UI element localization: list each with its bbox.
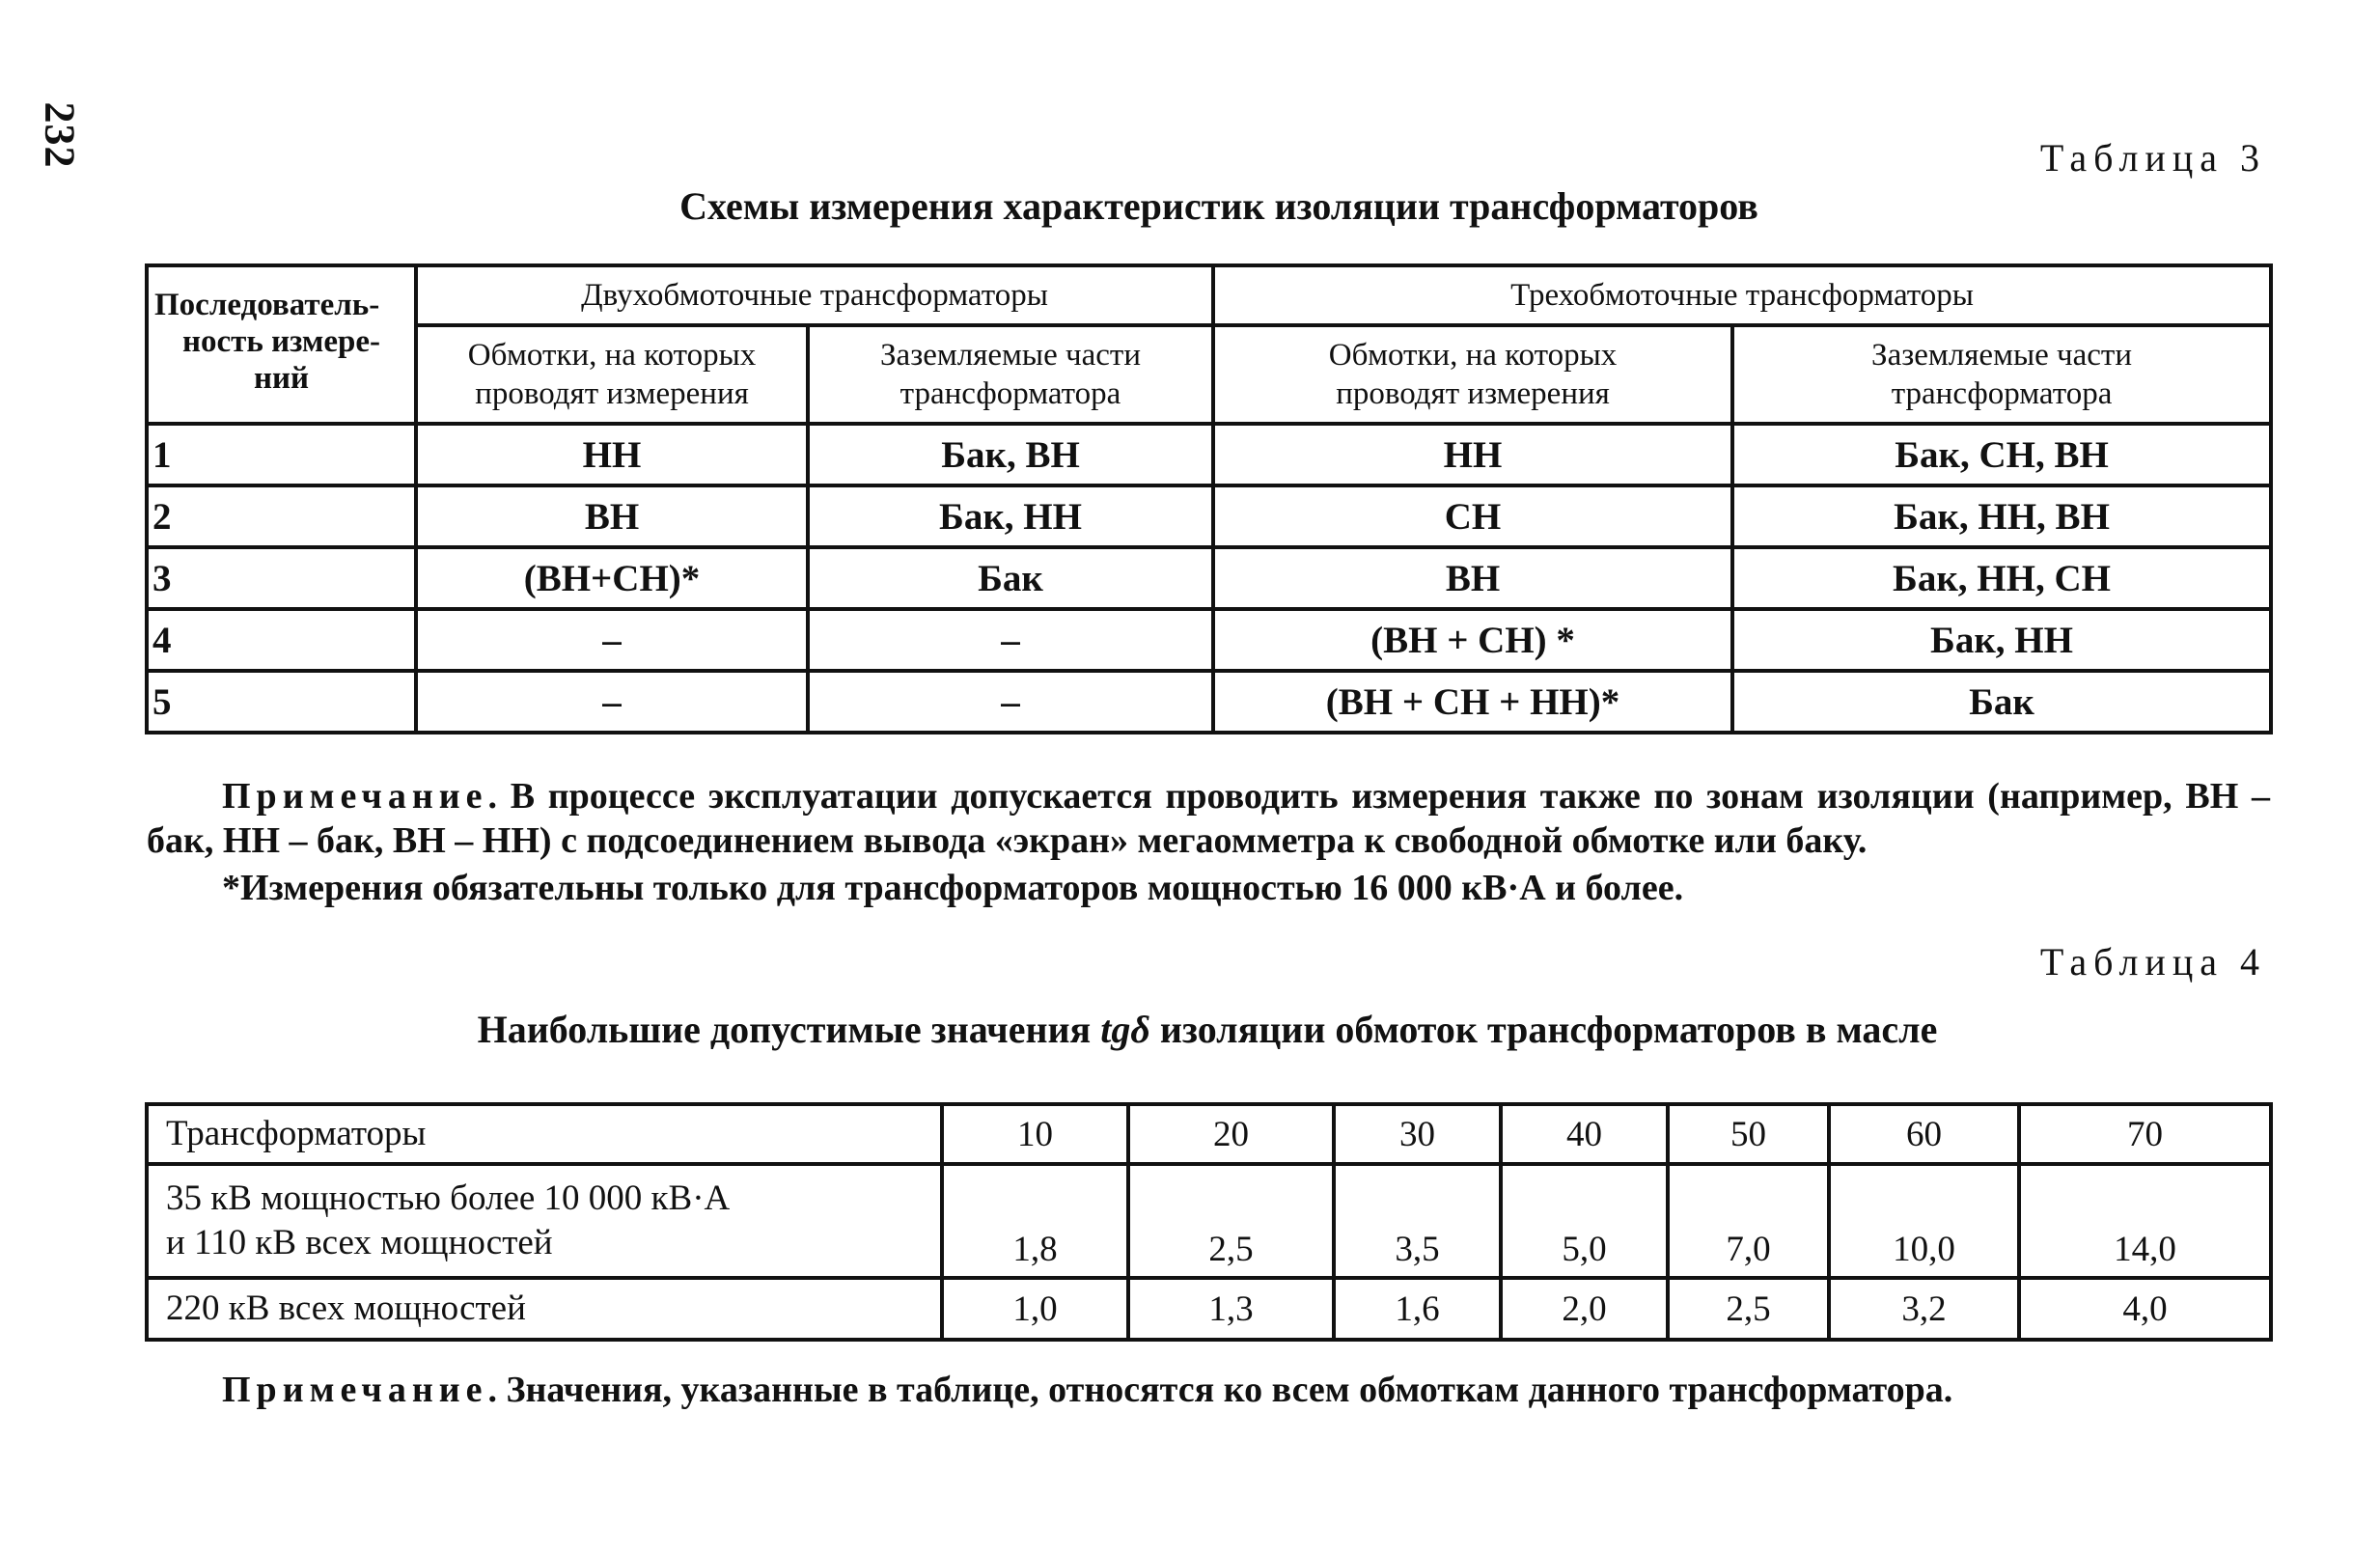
title-part: Наибольшие допустимые значения xyxy=(477,1008,1101,1051)
table-cell: СН xyxy=(1213,485,1732,547)
temperature-header: 30 xyxy=(1334,1104,1501,1164)
temperature-header: 20 xyxy=(1128,1104,1334,1164)
table-cell: ВН xyxy=(416,485,808,547)
temperature-header: 10 xyxy=(942,1104,1128,1164)
table-cell: НН xyxy=(416,424,808,485)
table3-group-two: Двухобмоточные трансформаторы xyxy=(416,265,1213,325)
name-line: 35 кВ мощностью более 10 000 кВ·А xyxy=(166,1178,731,1218)
header-line: Обмотки, на которых xyxy=(1328,338,1618,373)
header-line: проводят измерения xyxy=(1336,376,1610,411)
table4 xyxy=(145,1102,2273,1342)
seq-header-line: ность измере- xyxy=(182,324,380,359)
table-cell: ВН xyxy=(1213,547,1732,609)
page-number: 232 xyxy=(36,101,84,169)
table-cell: 1,6 xyxy=(1334,1278,1501,1340)
table-row xyxy=(147,424,2271,485)
table-row xyxy=(147,547,2271,609)
temperature-header: 40 xyxy=(1501,1104,1668,1164)
table-cell: 10,0 xyxy=(1829,1164,2019,1278)
table-cell: Бак, НН, ВН xyxy=(1732,485,2271,547)
table-cell: 1 xyxy=(147,424,416,485)
table-cell: Бак xyxy=(808,547,1213,609)
transformer-name xyxy=(147,1164,942,1278)
table-cell: Бак, СН, ВН xyxy=(1732,424,2271,485)
note-text: . В процессе эксплуатации допускается проводить измерения также по зонам изоляции (например, ВН – бак, НН – бак, ВН – НН) с подсоединением вывода «экран» мегаомметра к свободной обмотке или баку. xyxy=(147,776,2270,861)
temperature-header: 60 xyxy=(1829,1104,2019,1164)
table3-footnote: *Измерения обязательны только для трансформаторов мощностью 16 000 кВ·А и более. xyxy=(222,868,1684,908)
table-cell: 2,5 xyxy=(1128,1164,1334,1278)
table4-label: Таблица 4 xyxy=(2039,940,2266,984)
table-cell: Бак, НН xyxy=(808,485,1213,547)
table4-title xyxy=(0,1007,2380,1052)
header-line: Заземляемые части xyxy=(1871,338,2132,373)
table-cell: 4 xyxy=(147,609,416,671)
table3-note xyxy=(147,774,2270,863)
header-line: проводят измерения xyxy=(475,376,749,411)
table-cell: Бак xyxy=(1732,671,2271,733)
table-cell: 1,8 xyxy=(942,1164,1128,1278)
table-row xyxy=(147,485,2271,547)
table3-label: Таблица 3 xyxy=(2039,136,2266,180)
table-cell: Бак, ВН xyxy=(808,424,1213,485)
table-row xyxy=(147,671,2271,733)
table-cell: Бак, НН, СН xyxy=(1732,547,2271,609)
temperature-header: 70 xyxy=(2019,1104,2271,1164)
title-part: изоляции обмоток трансформаторов в масле xyxy=(1149,1008,1938,1051)
table3-seq-header xyxy=(147,265,416,424)
table-cell: 7,0 xyxy=(1668,1164,1829,1278)
table3-sub-grounded xyxy=(1732,325,2271,424)
table3-title: Схемы измерения характеристик изоляции трансформаторов xyxy=(679,184,1758,228)
table-cell: – xyxy=(416,671,808,733)
table-cell: – xyxy=(808,609,1213,671)
table-row xyxy=(147,1164,2271,1278)
note-lead: Примечание xyxy=(222,776,488,817)
table3 xyxy=(145,263,2273,734)
table-cell: 3,2 xyxy=(1829,1278,2019,1340)
tg-delta-symbol: tgδ xyxy=(1100,1008,1150,1051)
table-cell: 5,0 xyxy=(1501,1164,1668,1278)
table-cell: – xyxy=(808,671,1213,733)
temperature-header: 50 xyxy=(1668,1104,1829,1164)
note-text: . Значения, указанные в таблице, относятся ко всем обмоткам данного трансформатора. xyxy=(487,1370,1953,1410)
header-line: трансформатора xyxy=(1891,376,2113,411)
header-line: Обмотки, на которых xyxy=(467,338,757,373)
seq-header-line: Последователь- xyxy=(154,288,380,322)
table3-group-three: Трехобмоточные трансформаторы xyxy=(1213,265,2271,325)
table-cell: (ВН+СН)* xyxy=(416,547,808,609)
table-cell: 4,0 xyxy=(2019,1278,2271,1340)
table4-header-name: Трансформаторы xyxy=(147,1104,942,1164)
header-line: Заземляемые части xyxy=(880,338,1141,373)
table-row xyxy=(147,1278,2271,1340)
table-row xyxy=(147,609,2271,671)
transformer-name: 220 кВ всех мощностей xyxy=(147,1278,942,1340)
table3-sub-windings xyxy=(416,325,808,424)
table-cell: 1,3 xyxy=(1128,1278,1334,1340)
table-cell: 1,0 xyxy=(942,1278,1128,1340)
name-line: и 110 кВ всех мощностей xyxy=(166,1223,553,1262)
table-cell: 5 xyxy=(147,671,416,733)
table3-sub-grounded xyxy=(808,325,1213,424)
table3-sub-windings xyxy=(1213,325,1732,424)
table4-header-row xyxy=(147,1104,2271,1164)
seq-header-line: ний xyxy=(253,361,310,396)
table3-header-row xyxy=(147,265,2271,325)
table-cell: 14,0 xyxy=(2019,1164,2271,1278)
table-cell: (ВН + СН) * xyxy=(1213,609,1732,671)
note-lead: Примечание xyxy=(222,1370,488,1410)
table-cell: (ВН + СН + НН)* xyxy=(1213,671,1732,733)
table-cell: 3,5 xyxy=(1334,1164,1501,1278)
header-line: трансформатора xyxy=(899,376,1121,411)
table4-note xyxy=(222,1369,1952,1411)
table-cell: 2,0 xyxy=(1501,1278,1668,1340)
table-cell: НН xyxy=(1213,424,1732,485)
table-cell: 3 xyxy=(147,547,416,609)
table3-subheader-row xyxy=(147,325,2271,424)
table-cell: 2 xyxy=(147,485,416,547)
table-cell: 2,5 xyxy=(1668,1278,1829,1340)
table-cell: Бак, НН xyxy=(1732,609,2271,671)
table-cell: – xyxy=(416,609,808,671)
